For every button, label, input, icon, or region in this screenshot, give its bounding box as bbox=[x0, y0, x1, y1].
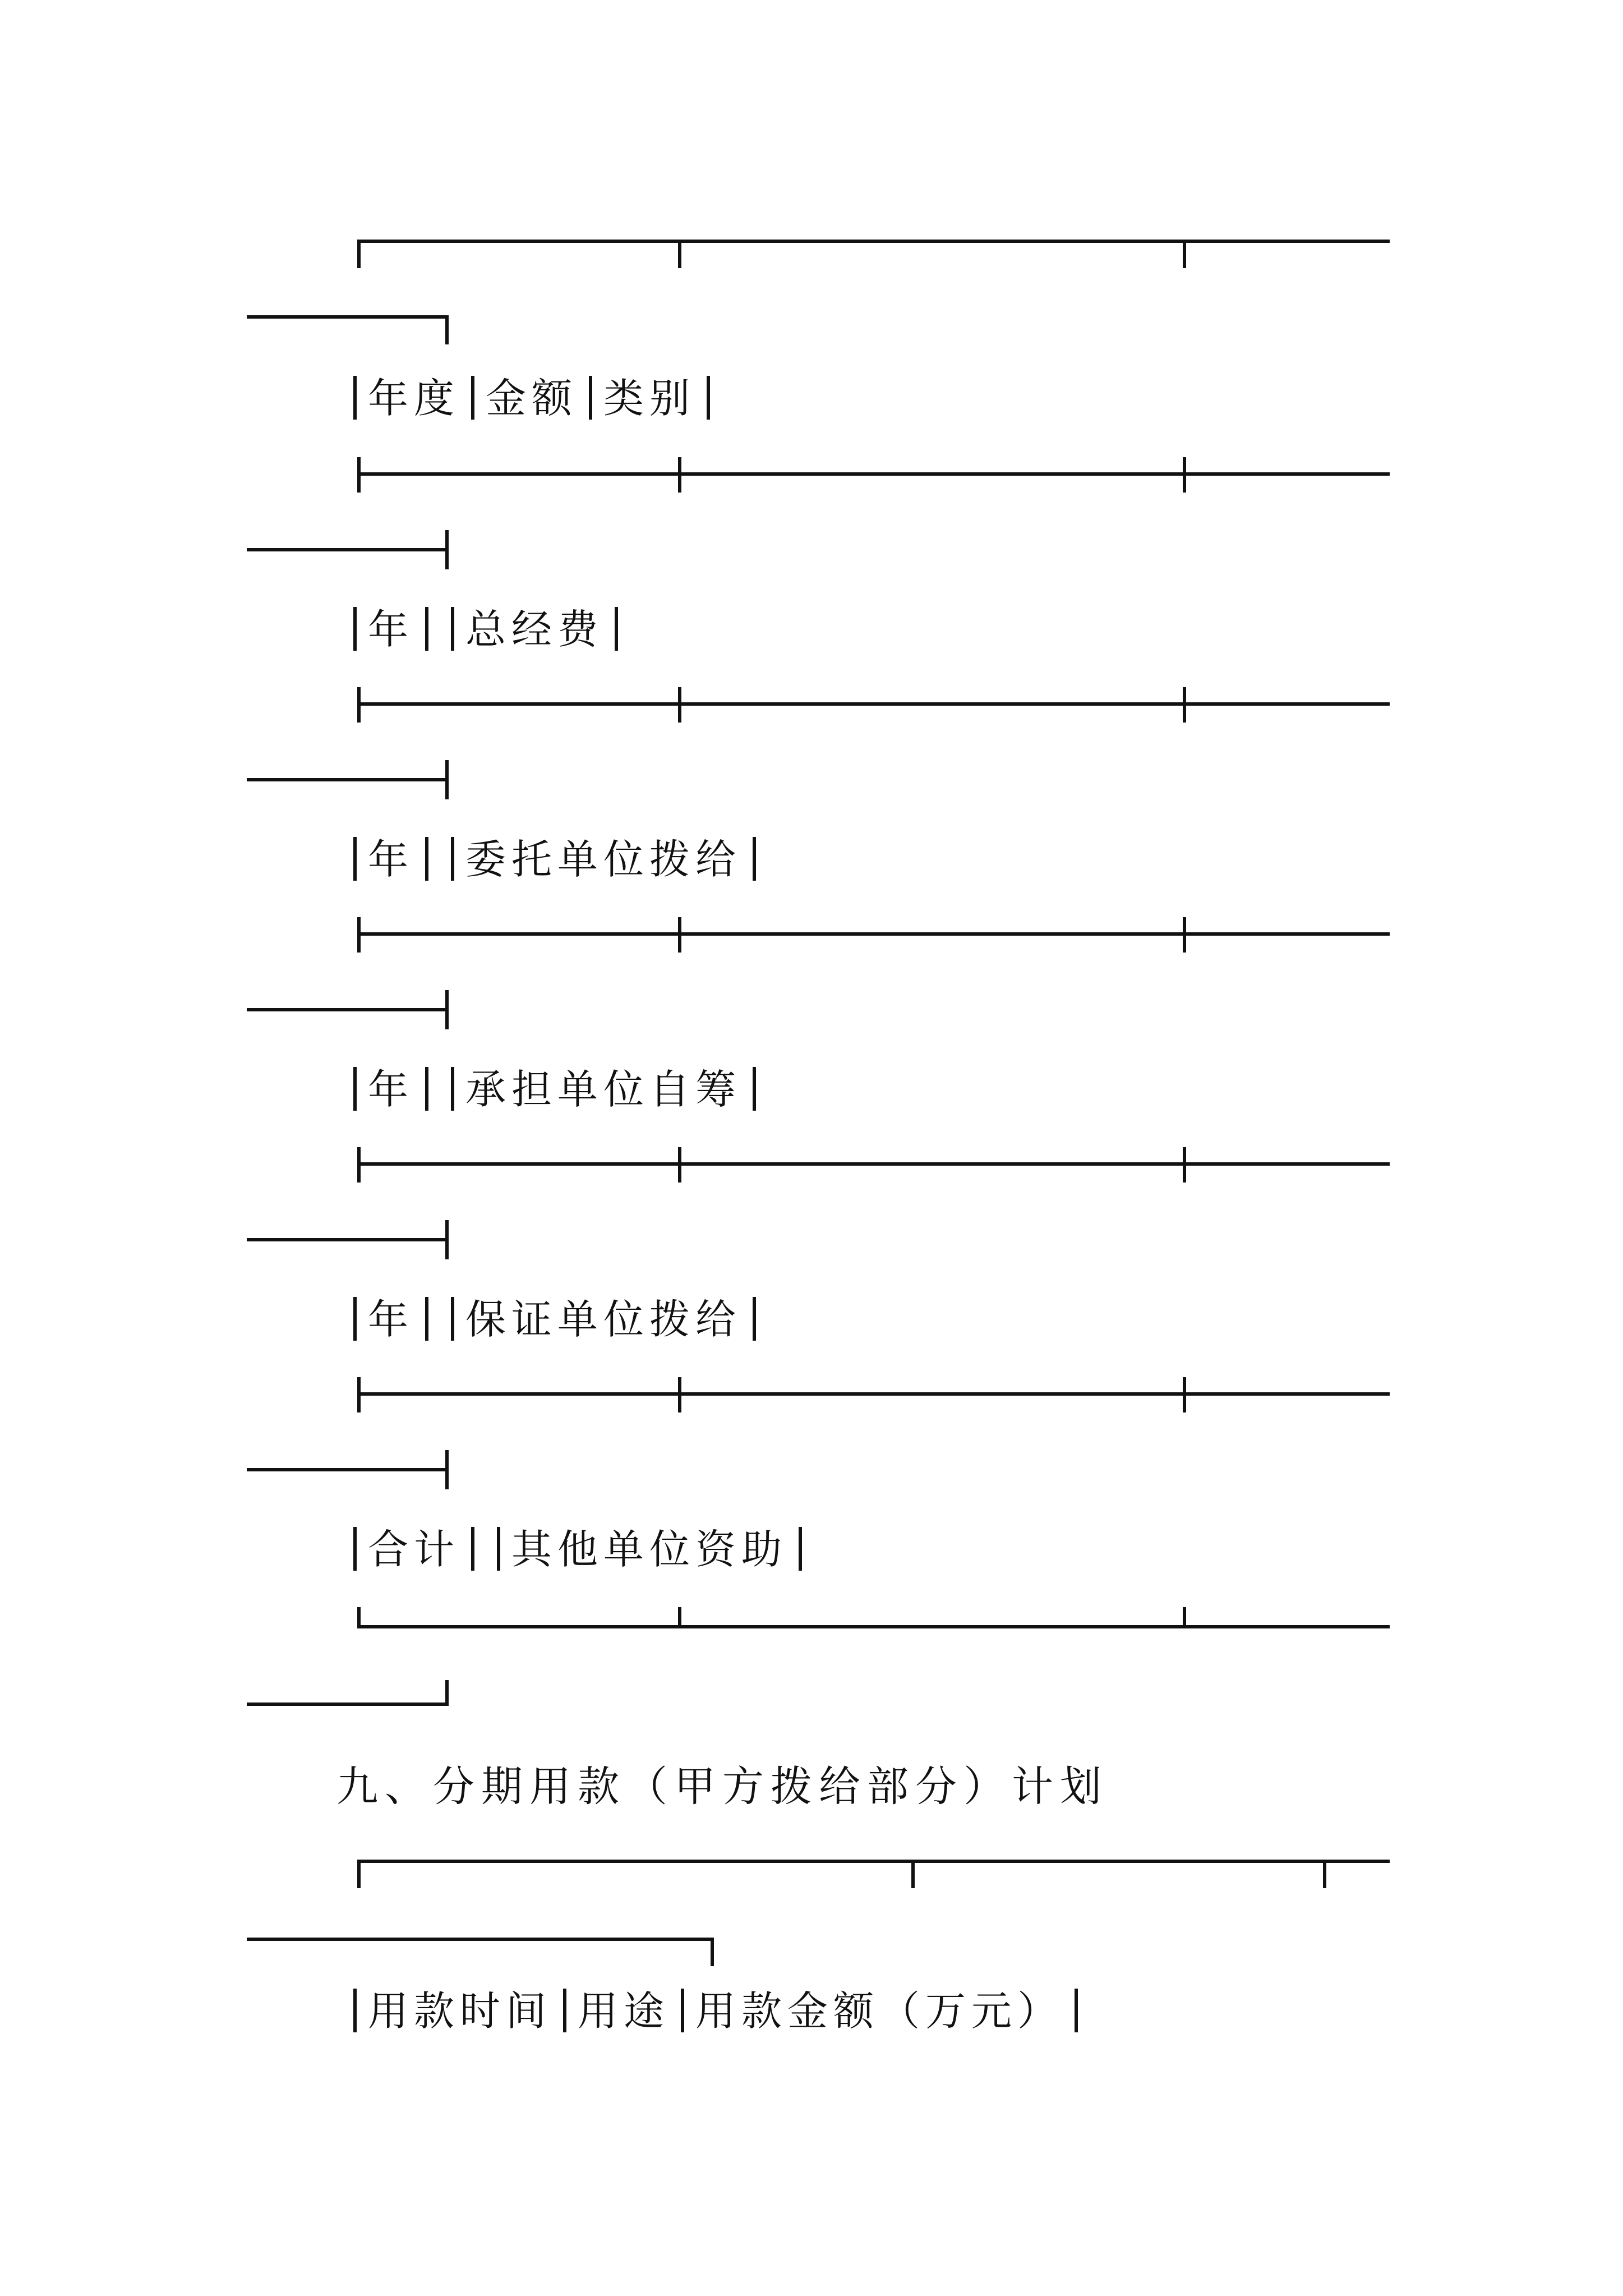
cell-category: 其他单位资助 bbox=[511, 1526, 788, 1573]
table-row bbox=[353, 1061, 767, 1117]
cell-border bbox=[353, 376, 357, 420]
cell-year: 年 bbox=[368, 1296, 414, 1343]
cell-category: 总经费 bbox=[465, 606, 604, 653]
cell-border bbox=[353, 837, 357, 881]
cell-border bbox=[425, 607, 428, 651]
cell-border bbox=[471, 376, 474, 420]
cell-border bbox=[425, 837, 428, 881]
cell-border bbox=[497, 1527, 500, 1571]
cell-border bbox=[353, 1297, 357, 1341]
cell-category: 承担单位自筹 bbox=[465, 1066, 742, 1113]
cell-year: 年度 bbox=[368, 375, 460, 422]
cell-year: 年 bbox=[368, 606, 414, 653]
cell-category: 委托单位拨给 bbox=[465, 836, 742, 883]
table-row bbox=[353, 1521, 813, 1577]
section-heading: 九、分期用款（甲方拨给部分）计划 bbox=[336, 1763, 1108, 1811]
cell-border bbox=[353, 607, 357, 651]
cell-border bbox=[563, 1989, 566, 2032]
cell-border bbox=[425, 1067, 428, 1111]
cell-border bbox=[799, 1527, 802, 1571]
cell-border bbox=[1075, 1989, 1078, 2032]
cell-border bbox=[451, 607, 454, 651]
cell-border bbox=[615, 607, 618, 651]
table-row bbox=[353, 370, 721, 426]
table-row bbox=[353, 601, 629, 657]
cell-border bbox=[681, 1989, 684, 2032]
cell-year: 合计 bbox=[368, 1526, 460, 1573]
cell-border bbox=[425, 1297, 428, 1341]
cell-border bbox=[353, 1527, 357, 1571]
cell-border bbox=[753, 1297, 756, 1341]
cell-border bbox=[451, 1297, 454, 1341]
cell-category: 类别 bbox=[603, 375, 696, 422]
cell-border bbox=[589, 376, 592, 420]
cell-purpose: 用途 bbox=[578, 1987, 670, 2035]
cell-border bbox=[753, 1067, 756, 1111]
cell-border bbox=[353, 1067, 357, 1111]
cell-year: 年 bbox=[368, 836, 414, 883]
cell-border bbox=[753, 837, 756, 881]
cell-category: 保证单位拨给 bbox=[465, 1296, 742, 1343]
table-row bbox=[353, 1983, 1089, 2039]
cell-amount: 金额 bbox=[486, 375, 578, 422]
cell-border bbox=[707, 376, 710, 420]
table-row bbox=[353, 831, 767, 887]
cell-border bbox=[353, 1989, 357, 2032]
cell-payment-time: 用款时间 bbox=[368, 1987, 552, 2035]
table-row bbox=[353, 1291, 767, 1347]
cell-border bbox=[451, 837, 454, 881]
cell-border bbox=[451, 1067, 454, 1111]
cell-border bbox=[471, 1527, 474, 1571]
cell-year: 年 bbox=[368, 1066, 414, 1113]
cell-payment-amount: 用款金额（万元） bbox=[695, 1987, 1064, 2035]
